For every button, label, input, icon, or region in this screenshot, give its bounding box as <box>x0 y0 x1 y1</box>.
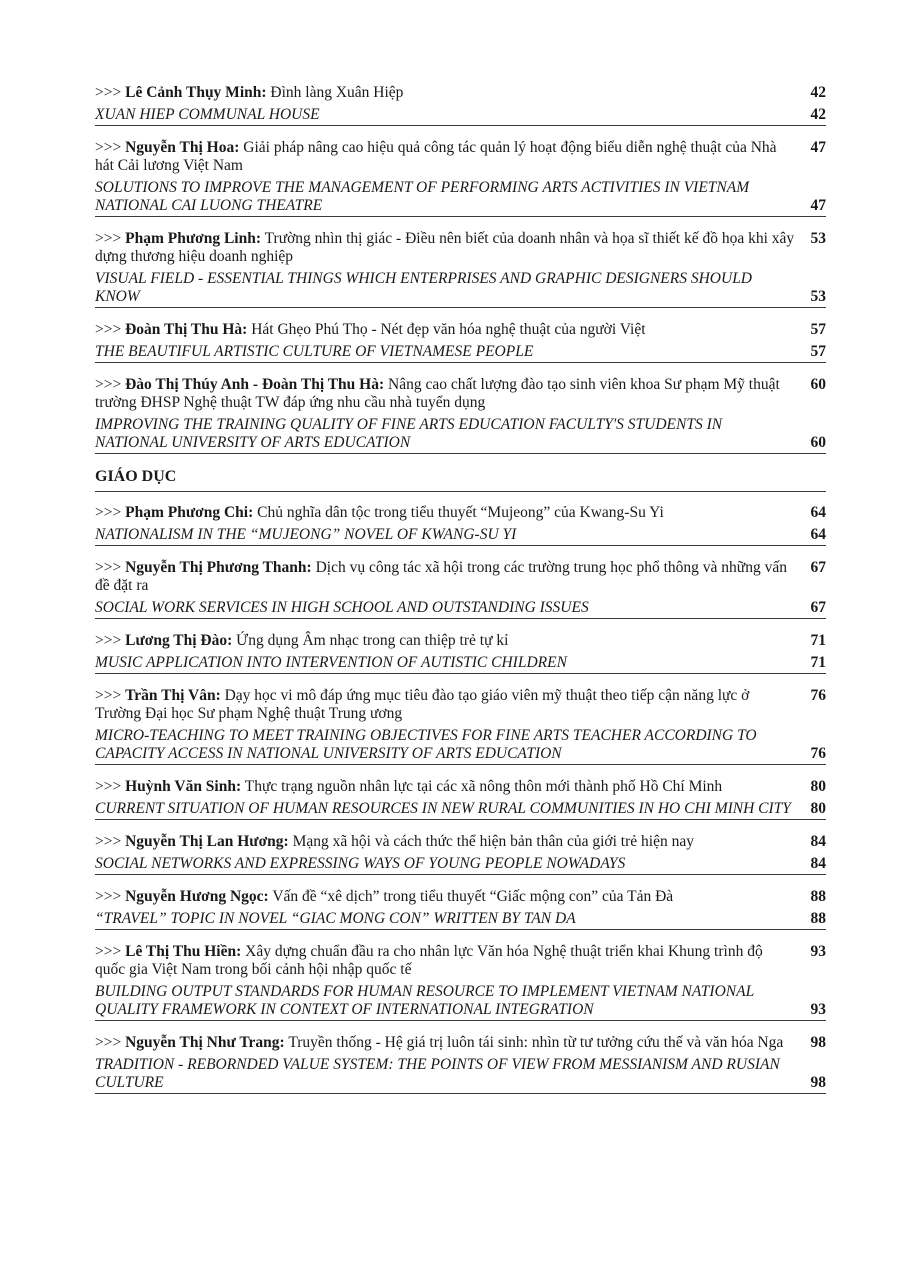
vietnamese-title-line <box>95 778 795 796</box>
title-english: NATIONALISM IN THE “MUJEONG” NOVEL OF KWANG-SU YI <box>95 526 517 543</box>
vietnamese-title-line <box>95 504 795 522</box>
author-name: Đào Thị Thúy Anh - Đoàn Thị Thu Hà: <box>125 376 385 393</box>
toc-entry[interactable] <box>95 888 826 930</box>
toc-entry[interactable] <box>95 687 826 765</box>
entry-prefix: >>> <box>95 230 122 247</box>
toc-entry-en-row <box>95 175 826 215</box>
toc-entry[interactable] <box>95 504 826 546</box>
entry-prefix: >>> <box>95 778 122 795</box>
toc-entry-vi-row <box>95 321 826 339</box>
toc-entry[interactable] <box>95 1034 826 1094</box>
author-name: Phạm Phương Linh: <box>125 230 261 247</box>
toc-entry-en-row <box>95 266 826 306</box>
title-english: SOCIAL WORK SERVICES IN HIGH SCHOOL AND OUTSTANDING ISSUES <box>95 599 589 616</box>
page-number[interactable]: 88 <box>810 910 826 927</box>
toc-entry[interactable] <box>95 632 826 674</box>
toc-entry-en-row <box>95 906 826 928</box>
toc-entry-vi-row <box>95 230 826 266</box>
toc-entry-en-row <box>95 102 826 124</box>
page-number[interactable]: 47 <box>810 197 826 214</box>
title-vietnamese: Dạy học vi mô đáp ứng mục tiêu đào tạo giáo viên mỹ thuật theo tiếp cận năng lực ở Trường Đại học Sư phạm Nghệ thuật Trung ương <box>95 687 750 722</box>
toc-entry-en-row <box>95 522 826 544</box>
title-vietnamese: Vấn đề “xê dịch” trong tiểu thuyết “Giấc mộng con” của Tản Đà <box>272 888 674 905</box>
page-number[interactable]: 57 <box>810 321 826 338</box>
page-number[interactable]: 67 <box>810 599 826 616</box>
vietnamese-title-line <box>95 376 795 412</box>
vietnamese-title-line <box>95 1034 795 1052</box>
page-number[interactable]: 47 <box>810 139 826 156</box>
page-number[interactable]: 71 <box>810 654 826 671</box>
page-number[interactable]: 98 <box>810 1034 826 1051</box>
author-name: Nguyễn Thị Hoa: <box>125 139 240 156</box>
page-number[interactable]: 67 <box>810 559 826 576</box>
title-english: TRADITION - REBORNDED VALUE SYSTEM: THE POINTS OF VIEW FROM MESSIANISM AND RUSIAN CULTURE <box>95 1056 780 1091</box>
author-name: Nguyễn Thị Phương Thanh: <box>125 559 312 576</box>
toc-entry-vi-row <box>95 504 826 522</box>
title-vietnamese: Truyền thống - Hệ giá trị luôn tái sinh: nhìn từ tư tưởng cứu thế và văn hóa Nga <box>288 1034 784 1051</box>
vietnamese-title-line <box>95 888 795 906</box>
entry-prefix: >>> <box>95 833 122 850</box>
page-number[interactable]: 53 <box>810 230 826 247</box>
vietnamese-title-line <box>95 321 795 339</box>
entry-prefix: >>> <box>95 376 122 393</box>
page-number[interactable]: 76 <box>810 687 826 704</box>
toc-entry-en-row <box>95 595 826 617</box>
title-english: XUAN HIEP COMMUNAL HOUSE <box>95 106 320 123</box>
page-number[interactable]: 53 <box>810 288 826 305</box>
title-english: IMPROVING THE TRAINING QUALITY OF FINE ARTS EDUCATION FACULTY'S STUDENTS IN NATIONAL UNIVERSITY OF ARTS EDUCATION <box>95 416 723 451</box>
vietnamese-title-line <box>95 687 795 723</box>
toc-entry-en-row <box>95 650 826 672</box>
author-name: Lương Thị Đào: <box>125 632 233 649</box>
page-number[interactable]: 60 <box>810 434 826 451</box>
entry-prefix: >>> <box>95 559 122 576</box>
toc-entry[interactable] <box>95 230 826 308</box>
vietnamese-title-line <box>95 833 795 851</box>
author-name: Huỳnh Văn Sinh: <box>125 778 242 795</box>
toc-entry-vi-row <box>95 632 826 650</box>
toc-entry[interactable] <box>95 321 826 363</box>
section-heading: GIÁO DỤC <box>95 467 826 492</box>
title-vietnamese: Nâng cao chất lượng đào tạo sinh viên khoa Sư phạm Mỹ thuật trường ĐHSP Nghệ thuật TW đáp ứng nhu cầu nhà tuyển dụng <box>95 376 780 411</box>
toc-entry[interactable] <box>95 778 826 820</box>
page-number[interactable]: 88 <box>810 888 826 905</box>
vietnamese-title-line <box>95 230 795 266</box>
toc-entry-vi-row <box>95 376 826 412</box>
title-english: SOLUTIONS TO IMPROVE THE MANAGEMENT OF PERFORMING ARTS ACTIVITIES IN VIETNAM NATIONAL CAI LUONG THEATRE <box>95 179 750 214</box>
title-english: MUSIC APPLICATION INTO INTERVENTION OF AUTISTIC CHILDREN <box>95 654 567 671</box>
page-number[interactable]: 84 <box>810 833 826 850</box>
toc-list-before <box>95 84 826 454</box>
author-name: Nguyễn Thị Lan Hương: <box>125 833 289 850</box>
page-number[interactable]: 42 <box>810 84 826 101</box>
title-english: THE BEAUTIFUL ARTISTIC CULTURE OF VIETNAMESE PEOPLE <box>95 343 534 360</box>
toc-entry-en-row <box>95 979 826 1019</box>
entry-prefix: >>> <box>95 84 122 101</box>
title-vietnamese: Chủ nghĩa dân tộc trong tiểu thuyết “Mujeong” của Kwang-Su Yi <box>257 504 664 521</box>
author-name: Phạm Phương Chi: <box>125 504 254 521</box>
entry-prefix: >>> <box>95 943 122 960</box>
entry-prefix: >>> <box>95 139 122 156</box>
vietnamese-title-line <box>95 943 795 979</box>
toc-entry[interactable] <box>95 943 826 1021</box>
vietnamese-title-line <box>95 84 795 102</box>
toc-entry[interactable] <box>95 559 826 619</box>
page-number[interactable]: 64 <box>810 526 826 543</box>
toc-entry-vi-row <box>95 1034 826 1052</box>
title-english: MICRO-TEACHING TO MEET TRAINING OBJECTIVES FOR FINE ARTS TEACHER ACCORDING TO CAPACITY ACCESS IN NATIONAL UNIVERSITY OF ARTS EDUCATION <box>95 727 757 762</box>
title-vietnamese: Xây dựng chuẩn đầu ra cho nhân lực Văn hóa Nghệ thuật triển khai Khung trình độ quốc gia Việt Nam trong bối cảnh hội nhập quốc tế <box>95 943 763 978</box>
page-number[interactable]: 84 <box>810 855 826 872</box>
table-of-contents <box>95 84 826 1107</box>
author-name: Nguyễn Hương Ngọc: <box>125 888 269 905</box>
title-vietnamese: Đình làng Xuân Hiệp <box>270 84 404 101</box>
title-english: CURRENT SITUATION OF HUMAN RESOURCES IN NEW RURAL COMMUNITIES IN HO CHI MINH CITY <box>95 800 791 817</box>
toc-entry-vi-row <box>95 778 826 796</box>
page-number[interactable]: 76 <box>810 745 826 762</box>
toc-entry-vi-row <box>95 888 826 906</box>
author-name: Trần Thị Vân: <box>125 687 221 704</box>
toc-entry-en-row <box>95 723 826 763</box>
author-name: Lê Thị Thu Hiền: <box>125 943 242 960</box>
entry-prefix: >>> <box>95 888 122 905</box>
page-number[interactable]: 93 <box>810 1001 826 1018</box>
toc-list-after <box>95 504 826 1094</box>
toc-entry[interactable] <box>95 833 826 875</box>
page-number[interactable]: 64 <box>810 504 826 521</box>
title-vietnamese: Dịch vụ công tác xã hội trong các trường trung học phổ thông và những vấn đề đặt ra <box>95 559 787 594</box>
author-name: Lê Cảnh Thụy Minh: <box>125 84 267 101</box>
page-number[interactable]: 60 <box>810 376 826 393</box>
toc-entry[interactable] <box>95 84 826 126</box>
vietnamese-title-line <box>95 632 795 650</box>
toc-entry-en-row <box>95 796 826 818</box>
page-number[interactable]: 93 <box>810 943 826 960</box>
title-english: “TRAVEL” TOPIC IN NOVEL “GIAC MONG CON” WRITTEN BY TAN DA <box>95 910 576 927</box>
page-number[interactable]: 80 <box>810 800 826 817</box>
title-english: BUILDING OUTPUT STANDARDS FOR HUMAN RESOURCE TO IMPLEMENT VIETNAM NATIONAL QUALITY FRAMEWORK IN CONTEXT OF INTERNATIONAL INTEGRATION <box>95 983 754 1018</box>
page-number[interactable]: 80 <box>810 778 826 795</box>
author-name: Nguyễn Thị Như Trang: <box>125 1034 285 1051</box>
entry-prefix: >>> <box>95 687 122 704</box>
toc-entry[interactable] <box>95 139 826 217</box>
page-number[interactable]: 98 <box>810 1074 826 1091</box>
page-number[interactable]: 57 <box>810 343 826 360</box>
title-vietnamese: Giải pháp nâng cao hiệu quả công tác quản lý hoạt động biểu diễn nghệ thuật của Nhà hát Cải lương Việt Nam <box>95 139 777 174</box>
title-vietnamese: Mạng xã hội và cách thức thể hiện bản thân của giới trẻ hiện nay <box>292 833 694 850</box>
toc-entry-en-row <box>95 851 826 873</box>
vietnamese-title-line <box>95 139 795 175</box>
page-number[interactable]: 42 <box>810 106 826 123</box>
vietnamese-title-line <box>95 559 795 595</box>
entry-prefix: >>> <box>95 321 122 338</box>
entry-prefix: >>> <box>95 504 122 521</box>
toc-entry-en-row <box>95 1052 826 1092</box>
toc-entry-vi-row <box>95 687 826 723</box>
toc-entry-vi-row <box>95 84 826 102</box>
author-name: Đoàn Thị Thu Hà: <box>125 321 248 338</box>
toc-entry-vi-row <box>95 139 826 175</box>
title-vietnamese: Thực trạng nguồn nhân lực tại các xã nông thôn mới thành phố Hồ Chí Minh <box>244 778 723 795</box>
title-english: SOCIAL NETWORKS AND EXPRESSING WAYS OF YOUNG PEOPLE NOWADAYS <box>95 855 626 872</box>
page-number[interactable]: 71 <box>810 632 826 649</box>
toc-entry-vi-row <box>95 833 826 851</box>
toc-entry-en-row <box>95 339 826 361</box>
entry-prefix: >>> <box>95 1034 122 1051</box>
title-vietnamese: Ứng dụng Âm nhạc trong can thiệp trẻ tự kỉ <box>236 632 509 649</box>
toc-entry[interactable] <box>95 376 826 454</box>
title-english: VISUAL FIELD - ESSENTIAL THINGS WHICH ENTERPRISES AND GRAPHIC DESIGNERS SHOULD KNOW <box>95 270 753 305</box>
title-vietnamese: Hát Ghẹo Phú Thọ - Nét đẹp văn hóa nghệ thuật của người Việt <box>251 321 646 338</box>
toc-entry-vi-row <box>95 559 826 595</box>
toc-entry-en-row <box>95 412 826 452</box>
entry-prefix: >>> <box>95 632 122 649</box>
title-vietnamese: Trường nhìn thị giác - Điều nên biết của doanh nhân và họa sĩ thiết kế đồ họa khi xây dựng thương hiệu doanh nghiệp <box>95 230 795 265</box>
toc-entry-vi-row <box>95 943 826 979</box>
